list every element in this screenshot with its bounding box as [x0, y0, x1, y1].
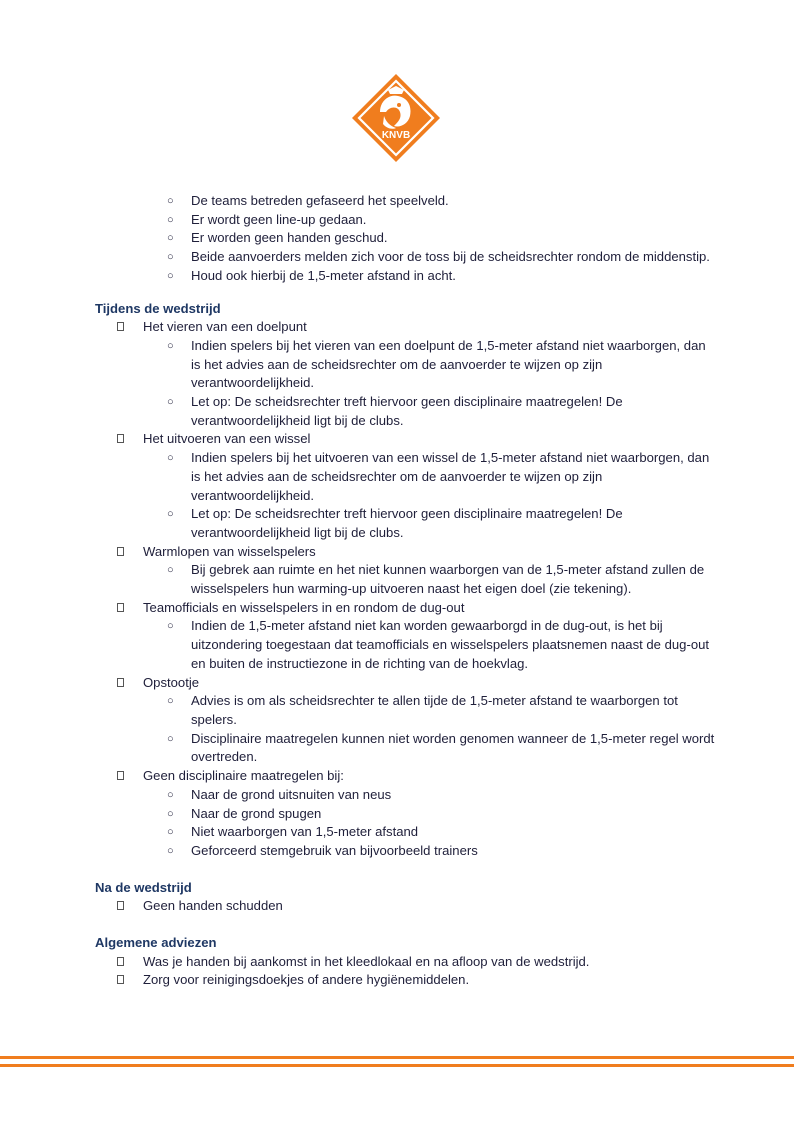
list-item: Opstootje — [95, 674, 715, 693]
list-item: ○ Er worden geen handen geschud. — [95, 229, 715, 248]
list-item: Het uitvoeren van een wissel — [95, 430, 715, 449]
circle-bullet-icon: ○ — [167, 508, 174, 521]
section-list — [95, 318, 715, 337]
sub-list — [95, 449, 715, 543]
section-list — [95, 674, 715, 693]
list-item: ○ Beide aanvoerders melden zich voor de toss bij de scheidsrechter rondom de middenstip. — [95, 248, 715, 267]
square-bullet-icon — [117, 678, 124, 687]
circle-bullet-icon: ○ — [167, 826, 174, 839]
list-item: ○ Indien spelers bij het vieren van een doelpunt de 1,5-meter afstand niet waarborgen, dan is het advies aan de scheidsrechter om de aanvoerder te wijzen op zijn verantwoordelijkheid. — [167, 337, 706, 391]
square-bullet-icon — [117, 957, 124, 966]
circle-bullet-icon: ○ — [167, 620, 174, 633]
circle-bullet-icon: ○ — [167, 232, 174, 245]
square-bullet-icon — [117, 322, 124, 331]
sub-list — [95, 617, 715, 673]
circle-bullet-icon: ○ — [167, 807, 174, 820]
list-item: ○ Let op: De scheidsrechter treft hiervoor geen disciplinaire maatregelen! De verantwoordelijkheid ligt bij de clubs. — [167, 394, 623, 428]
circle-bullet-icon: ○ — [167, 251, 174, 264]
square-bullet-icon — [117, 547, 124, 556]
circle-bullet-icon: ○ — [167, 213, 174, 226]
knvb-logo — [350, 72, 442, 164]
circle-bullet-icon: ○ — [167, 844, 174, 857]
section-title: Na de wedstrijd — [95, 879, 192, 895]
list-item: ○ Er wordt geen line-up gedaan. — [95, 211, 715, 230]
list-item: ○ De teams betreden gefaseerd het speelveld. — [95, 192, 715, 211]
sub-list — [95, 692, 715, 767]
circle-bullet-icon: ○ — [167, 564, 174, 577]
sub-list — [95, 337, 715, 431]
square-bullet-icon — [117, 975, 124, 984]
list-item: ○ Niet waarborgen van 1,5-meter afstand — [95, 823, 715, 842]
sub-list — [95, 786, 715, 861]
document-body — [95, 192, 715, 990]
circle-bullet-icon: ○ — [167, 195, 174, 207]
square-bullet-icon — [117, 603, 124, 612]
list-item: ○ Naar de grond uitsnuiten van neus — [95, 786, 715, 805]
section-list — [95, 897, 715, 916]
circle-bullet-icon: ○ — [167, 396, 174, 409]
intro-list — [95, 192, 715, 286]
circle-bullet-icon: ○ — [167, 788, 174, 801]
section-list — [95, 767, 715, 786]
list-item: ○ Geforceerd stemgebruik van bijvoorbeeld trainers — [95, 842, 715, 861]
list-item: ○ Indien spelers bij het uitvoeren van een wissel de 1,5-meter afstand niet waarborgen, dan is het advies aan de scheidsrechter om de aanvoerder te wijzen op zijn verantwoordelijkheid. — [167, 450, 710, 503]
footer-divider — [0, 1056, 794, 1059]
sub-list — [95, 561, 715, 598]
list-item: ○ Indien de 1,5-meter afstand niet kan worden gewaarborgd in de dug-out, is het bij uitzondering toegestaan dat teamofficials en wisselspelers plaatsnemen naast de dug-out en buiten de instructiezone in de richting van de hoekvlag. — [167, 618, 710, 671]
section-list — [95, 953, 715, 990]
circle-bullet-icon: ○ — [167, 339, 174, 352]
list-item: ○ Houd ook hierbij de 1,5-meter afstand in acht. — [95, 267, 715, 286]
list-item: ○ Naar de grond spugen — [95, 805, 715, 824]
list-item: Het vieren van een doelpunt — [95, 318, 715, 337]
list-item: Warmlopen van wisselspelers — [95, 543, 715, 562]
circle-bullet-icon: ○ — [167, 452, 174, 465]
section-list — [95, 430, 715, 449]
list-item: Geen disciplinaire maatregelen bij: — [95, 767, 715, 786]
section-list — [95, 543, 715, 562]
circle-bullet-icon: ○ — [167, 269, 174, 282]
list-item: Was je handen bij aankomst in het kleedlokaal en na afloop van de wedstrijd. — [95, 953, 715, 972]
section-title: Tijdens de wedstrijd — [95, 300, 221, 316]
footer-divider — [0, 1064, 794, 1067]
knvb-logo-graphic — [350, 72, 442, 164]
circle-bullet-icon: ○ — [167, 732, 174, 745]
square-bullet-icon — [117, 901, 124, 910]
list-item: ○ Bij gebrek aan ruimte en het niet kunnen waarborgen van de 1,5-meter afstand zullen de wisselspelers hun warming-up uitvoeren naast het eigen doel (zie tekening). — [167, 562, 705, 597]
section-title: Algemene adviezen — [95, 935, 217, 951]
circle-bullet-icon: ○ — [167, 695, 174, 708]
square-bullet-icon — [117, 771, 124, 780]
section-list — [95, 599, 715, 618]
list-item: Zorg voor reinigingsdoekjes of andere hygiënemiddelen. — [95, 971, 715, 990]
square-bullet-icon — [117, 434, 124, 443]
list-item: ○ Advies is om als scheidsrechter te allen tijde de 1,5-meter afstand te waarborgen tot spelers. — [167, 693, 678, 727]
list-item: ○ Disciplinaire maatregelen kunnen niet worden genomen wanneer de 1,5-meter regel wordt overtreden. — [167, 730, 715, 765]
logo-text: KNVB — [381, 130, 411, 141]
list-item: Geen handen schudden — [95, 897, 715, 916]
list-item: ○ Let op: De scheidsrechter treft hiervoor geen disciplinaire maatregelen! De verantwoordelijkheid ligt bij de clubs. — [167, 506, 623, 540]
list-item: Teamofficials en wisselspelers in en rondom de dug-out — [95, 599, 715, 618]
